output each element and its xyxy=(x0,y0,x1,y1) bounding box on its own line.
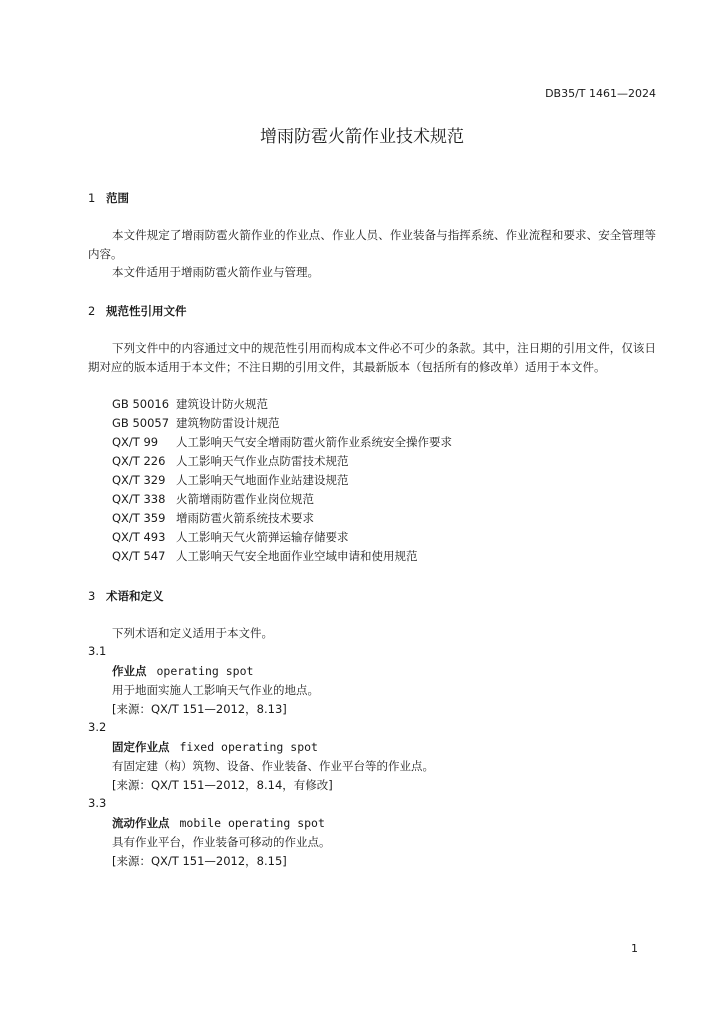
section-number: 3 xyxy=(88,589,96,603)
reference-item xyxy=(112,529,349,545)
reference-code: GB 50057 xyxy=(112,416,170,430)
section-2-intro: 下列文件中的内容通过文中的规范性引用而构成本文件必不可少的条款。其中，注日期的引用文件，仅该日期对应的版本适用于本文件；不注日期的引用文件，其最新版本（包括所有的修改单）适用于本文件。 xyxy=(88,341,656,374)
reference-title: 建筑设计防火规范 xyxy=(176,397,268,411)
term-chinese: 作业点 xyxy=(112,664,147,678)
reference-title: 建筑物防雷设计规范 xyxy=(176,416,280,430)
reference-code: QX/T 359 xyxy=(112,511,166,525)
term-source: [来源：QX/T 151—2012，8.14，有修改] xyxy=(112,778,333,792)
reference-title: 增雨防雹火箭系统技术要求 xyxy=(176,511,314,525)
section-1-paragraph-1: 本文件规定了增雨防雹火箭作业的作业点、作业人员、作业装备与指挥系统、作业流程和要求、安全管理等内容。 xyxy=(88,228,656,261)
section-2-heading xyxy=(88,303,187,319)
term-title xyxy=(112,815,325,831)
term-definition: 用于地面实施人工影响天气作业的地点。 xyxy=(112,683,319,697)
standard-code: DB35/T 1461—2024 xyxy=(545,87,656,100)
section-number: 1 xyxy=(88,191,96,205)
term-title xyxy=(112,739,318,755)
term-definition: 有固定建（构）筑物、设备、作业装备、作业平台等的作业点。 xyxy=(112,759,434,773)
term-number: 3.3 xyxy=(88,796,107,810)
reference-code: QX/T 493 xyxy=(112,530,166,544)
reference-item xyxy=(112,491,314,507)
document-title: 增雨防雹火箭作业技术规范 xyxy=(260,127,464,147)
reference-code: QX/T 226 xyxy=(112,454,166,468)
section-1-paragraph-2: 本文件适用于增雨防雹火箭作业与管理。 xyxy=(112,265,319,279)
reference-code: QX/T 338 xyxy=(112,492,166,506)
term-english: mobile operating spot xyxy=(179,816,325,830)
reference-item xyxy=(112,415,280,431)
reference-item xyxy=(112,396,268,412)
reference-item xyxy=(112,434,452,450)
reference-title: 人工影响天气地面作业站建设规范 xyxy=(176,473,349,487)
reference-title: 人工影响天气作业点防雷技术规范 xyxy=(176,454,349,468)
term-chinese: 固定作业点 xyxy=(112,740,170,754)
page-number: 1 xyxy=(631,942,638,955)
section-number: 2 xyxy=(88,304,96,318)
section-title: 规范性引用文件 xyxy=(106,304,187,318)
section-3-intro: 下列术语和定义适用于本文件。 xyxy=(112,626,273,640)
reference-code: QX/T 99 xyxy=(112,435,159,449)
reference-item xyxy=(112,510,314,526)
reference-code: QX/T 547 xyxy=(112,549,166,563)
term-definition: 具有作业平台，作业装备可移动的作业点。 xyxy=(112,835,331,849)
term-source: [来源：QX/T 151—2012，8.15] xyxy=(112,854,287,868)
section-3-heading xyxy=(88,588,164,604)
reference-title: 人工影响天气安全地面作业空域申请和使用规范 xyxy=(176,549,418,563)
section-title: 范围 xyxy=(106,191,129,205)
term-number: 3.2 xyxy=(88,720,107,734)
reference-title: 人工影响天气火箭弹运输存储要求 xyxy=(176,530,349,544)
section-1-heading xyxy=(88,190,129,206)
reference-item xyxy=(112,453,349,469)
reference-code: GB 50016 xyxy=(112,397,170,411)
section-title: 术语和定义 xyxy=(106,589,164,603)
reference-item xyxy=(112,548,418,564)
term-english: operating spot xyxy=(156,664,254,678)
reference-title: 人工影响天气安全增雨防雹火箭作业系统安全操作要求 xyxy=(176,435,452,449)
term-source: [来源：QX/T 151—2012，8.13] xyxy=(112,702,287,716)
term-number: 3.1 xyxy=(88,644,107,658)
reference-code: QX/T 329 xyxy=(112,473,166,487)
reference-item xyxy=(112,472,349,488)
term-english: fixed operating spot xyxy=(179,740,318,754)
reference-title: 火箭增雨防雹作业岗位规范 xyxy=(176,492,314,506)
term-title xyxy=(112,663,253,679)
term-chinese: 流动作业点 xyxy=(112,816,170,830)
